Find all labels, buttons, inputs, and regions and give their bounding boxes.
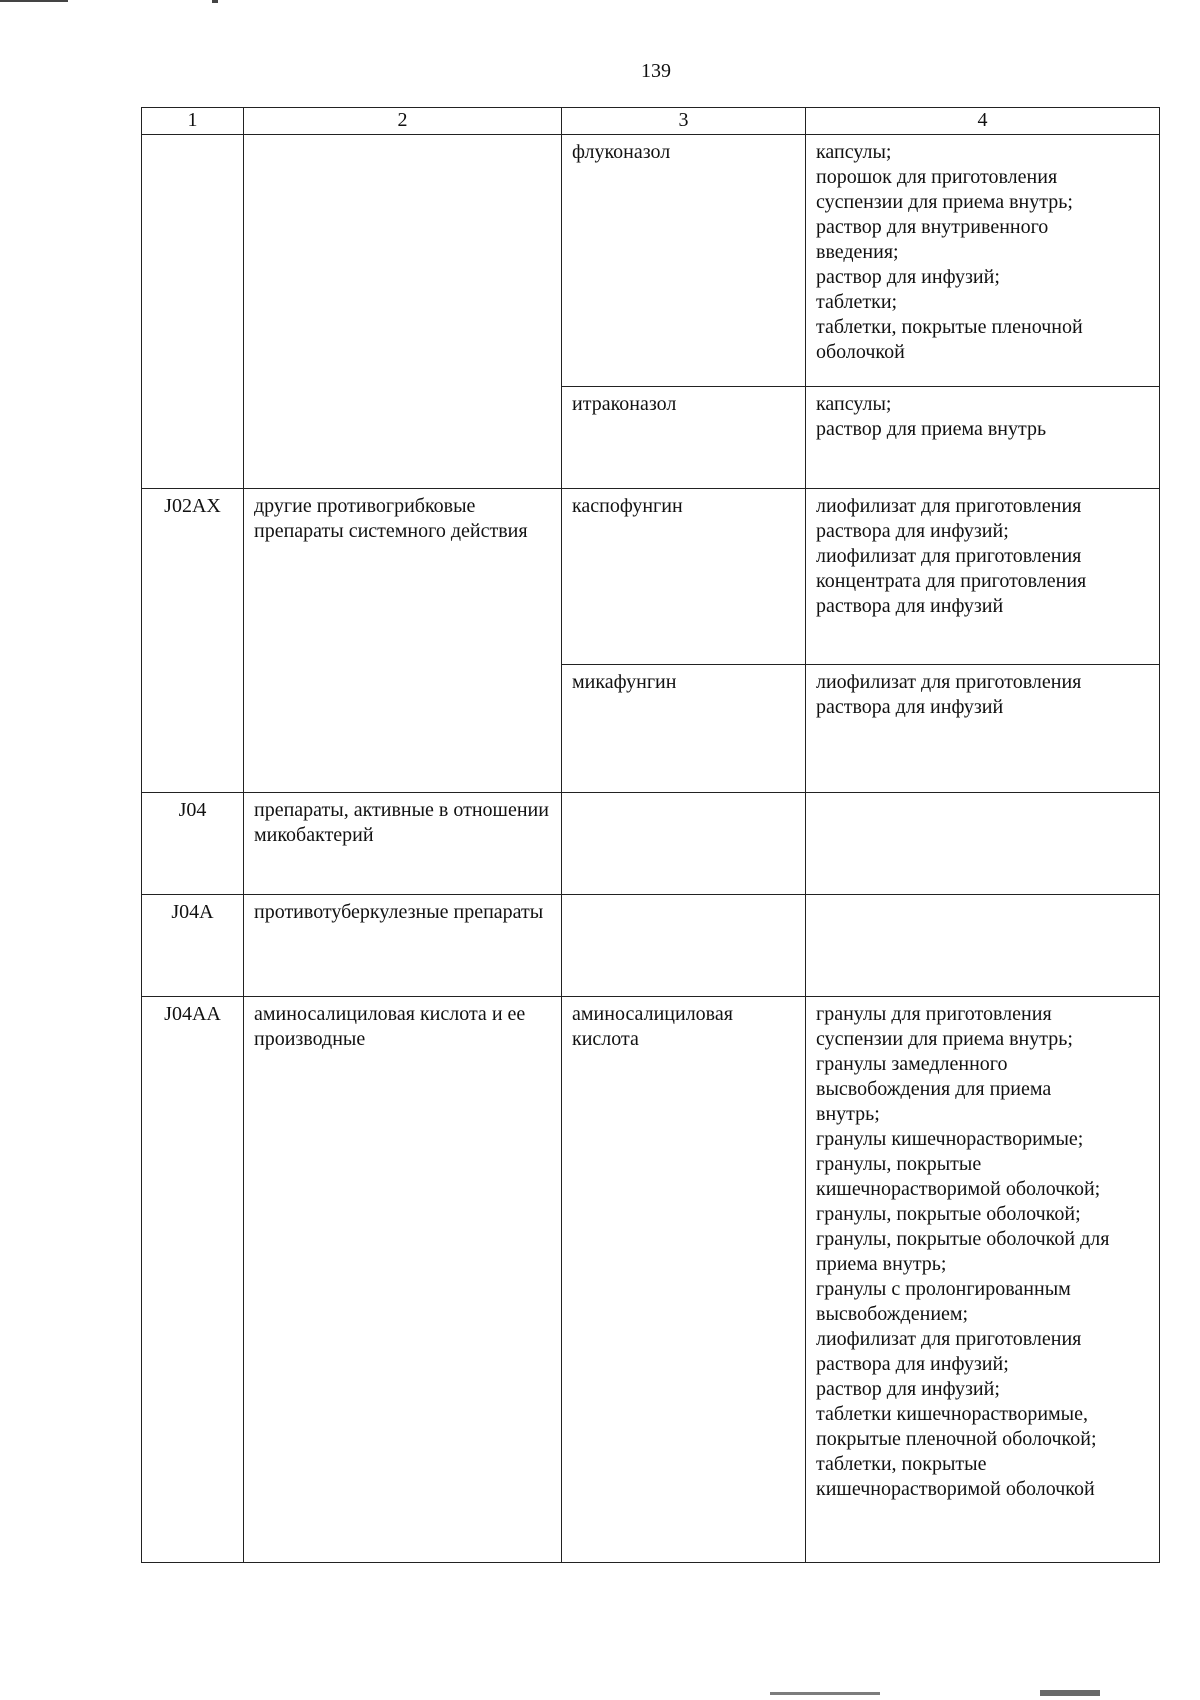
dosage-form-line: капсулы; bbox=[816, 393, 892, 415]
dosage-form-line: приема внутрь; bbox=[816, 1253, 947, 1275]
dosage-form-line: лиофилизат для приготовления bbox=[816, 671, 1082, 693]
dosage-form-line: таблетки, покрытые bbox=[816, 1453, 987, 1475]
dosage-forms-cell bbox=[806, 387, 1160, 489]
dosage-forms-cell bbox=[806, 135, 1160, 387]
group-name-cell bbox=[244, 135, 562, 489]
scan-mark-top-dash bbox=[212, 0, 218, 3]
group-name-cell: препараты, активные в отношении микобактерий bbox=[244, 793, 562, 895]
dosage-form-line: таблетки кишечнорастворимые, bbox=[816, 1403, 1088, 1425]
dosage-form-line: лиофилизат для приготовления bbox=[816, 495, 1082, 517]
atc-code-cell: J04 bbox=[142, 793, 244, 895]
table-row bbox=[142, 489, 1160, 665]
dosage-form-line: кишечнорастворимой оболочкой; bbox=[816, 1178, 1101, 1200]
dosage-form-line: лиофилизат для приготовления bbox=[816, 1328, 1082, 1350]
dosage-form-line: оболочкой bbox=[816, 341, 905, 363]
scan-mark-bottom-1 bbox=[770, 1692, 880, 1695]
dosage-forms-cell bbox=[806, 895, 1160, 997]
substance-cell: микафунгин bbox=[562, 665, 806, 793]
dosage-form-line: покрытые пленочной оболочкой; bbox=[816, 1428, 1097, 1450]
substance-cell: итраконазол bbox=[562, 387, 806, 489]
group-name-cell: противотуберкулезные препараты bbox=[244, 895, 562, 997]
dosage-form-line: концентрата для приготовления bbox=[816, 570, 1087, 592]
dosage-form-line: раствора для инфузий bbox=[816, 696, 1004, 718]
dosage-form-line: раствора для инфузий; bbox=[816, 1353, 1009, 1375]
dosage-form-line: гранулы для приготовления bbox=[816, 1003, 1052, 1025]
table-header-row bbox=[142, 108, 1160, 135]
header-col-3: 3 bbox=[562, 108, 806, 135]
dosage-form-line: кишечнорастворимой оболочкой bbox=[816, 1478, 1095, 1500]
group-name-cell: аминосалициловая кислота и ее производные bbox=[244, 997, 562, 1563]
dosage-form-line: высвобождения для приема bbox=[816, 1078, 1052, 1100]
table-row bbox=[142, 793, 1160, 895]
dosage-form-line: гранулы, покрытые bbox=[816, 1153, 982, 1175]
substance-cell: аминосалициловая кислота bbox=[562, 997, 806, 1563]
table-row bbox=[142, 997, 1160, 1563]
atc-code-cell: J04AA bbox=[142, 997, 244, 1563]
substance-cell: флуконазол bbox=[562, 135, 806, 387]
dosage-form-line: раствор для приема внутрь bbox=[816, 418, 1047, 440]
dosage-form-line: внутрь; bbox=[816, 1103, 880, 1125]
dosage-form-line: раствор для инфузий; bbox=[816, 1378, 1000, 1400]
dosage-form-line: лиофилизат для приготовления bbox=[816, 545, 1082, 567]
header-col-1: 1 bbox=[142, 108, 244, 135]
dosage-form-line: гранулы кишечнорастворимые; bbox=[816, 1128, 1084, 1150]
dosage-form-line: раствор для внутривенного bbox=[816, 216, 1049, 238]
dosage-form-line: высвобождением; bbox=[816, 1303, 969, 1325]
atc-code-cell: J02AX bbox=[142, 489, 244, 793]
dosage-form-line: введения; bbox=[816, 241, 899, 263]
dosage-form-line: таблетки; bbox=[816, 291, 898, 313]
dosage-forms-cell bbox=[806, 793, 1160, 895]
header-col-4: 4 bbox=[806, 108, 1160, 135]
drug-table bbox=[141, 107, 1160, 1563]
dosage-form-line: гранулы, покрытые оболочкой; bbox=[816, 1203, 1081, 1225]
dosage-form-line: таблетки, покрытые пленочной bbox=[816, 316, 1083, 338]
dosage-form-line: гранулы замедленного bbox=[816, 1053, 1008, 1075]
scan-mark-bottom-2 bbox=[1040, 1690, 1100, 1696]
substance-cell bbox=[562, 793, 806, 895]
dosage-form-line: порошок для приготовления bbox=[816, 166, 1058, 188]
group-name-cell: другие противогрибковые препараты системного действия bbox=[244, 489, 562, 793]
atc-code-cell: J04A bbox=[142, 895, 244, 997]
dosage-form-line: суспензии для приема внутрь; bbox=[816, 191, 1073, 213]
page-number: 139 bbox=[641, 60, 671, 82]
table-row bbox=[142, 895, 1160, 997]
dosage-form-line: раствора для инфузий bbox=[816, 595, 1004, 617]
scan-mark-top bbox=[0, 0, 68, 2]
substance-cell: каспофунгин bbox=[562, 489, 806, 665]
dosage-form-line: гранулы с пролонгированным bbox=[816, 1278, 1071, 1300]
header-col-2: 2 bbox=[244, 108, 562, 135]
substance-cell bbox=[562, 895, 806, 997]
dosage-forms-cell bbox=[806, 489, 1160, 665]
dosage-forms-cell bbox=[806, 665, 1160, 793]
dosage-form-line: раствор для инфузий; bbox=[816, 266, 1000, 288]
dosage-forms-cell bbox=[806, 997, 1160, 1563]
dosage-form-line: гранулы, покрытые оболочкой для bbox=[816, 1228, 1110, 1250]
atc-code-cell bbox=[142, 135, 244, 489]
table-row bbox=[142, 135, 1160, 387]
dosage-form-line: капсулы; bbox=[816, 141, 892, 163]
dosage-form-line: суспензии для приема внутрь; bbox=[816, 1028, 1073, 1050]
dosage-form-line: раствора для инфузий; bbox=[816, 520, 1009, 542]
